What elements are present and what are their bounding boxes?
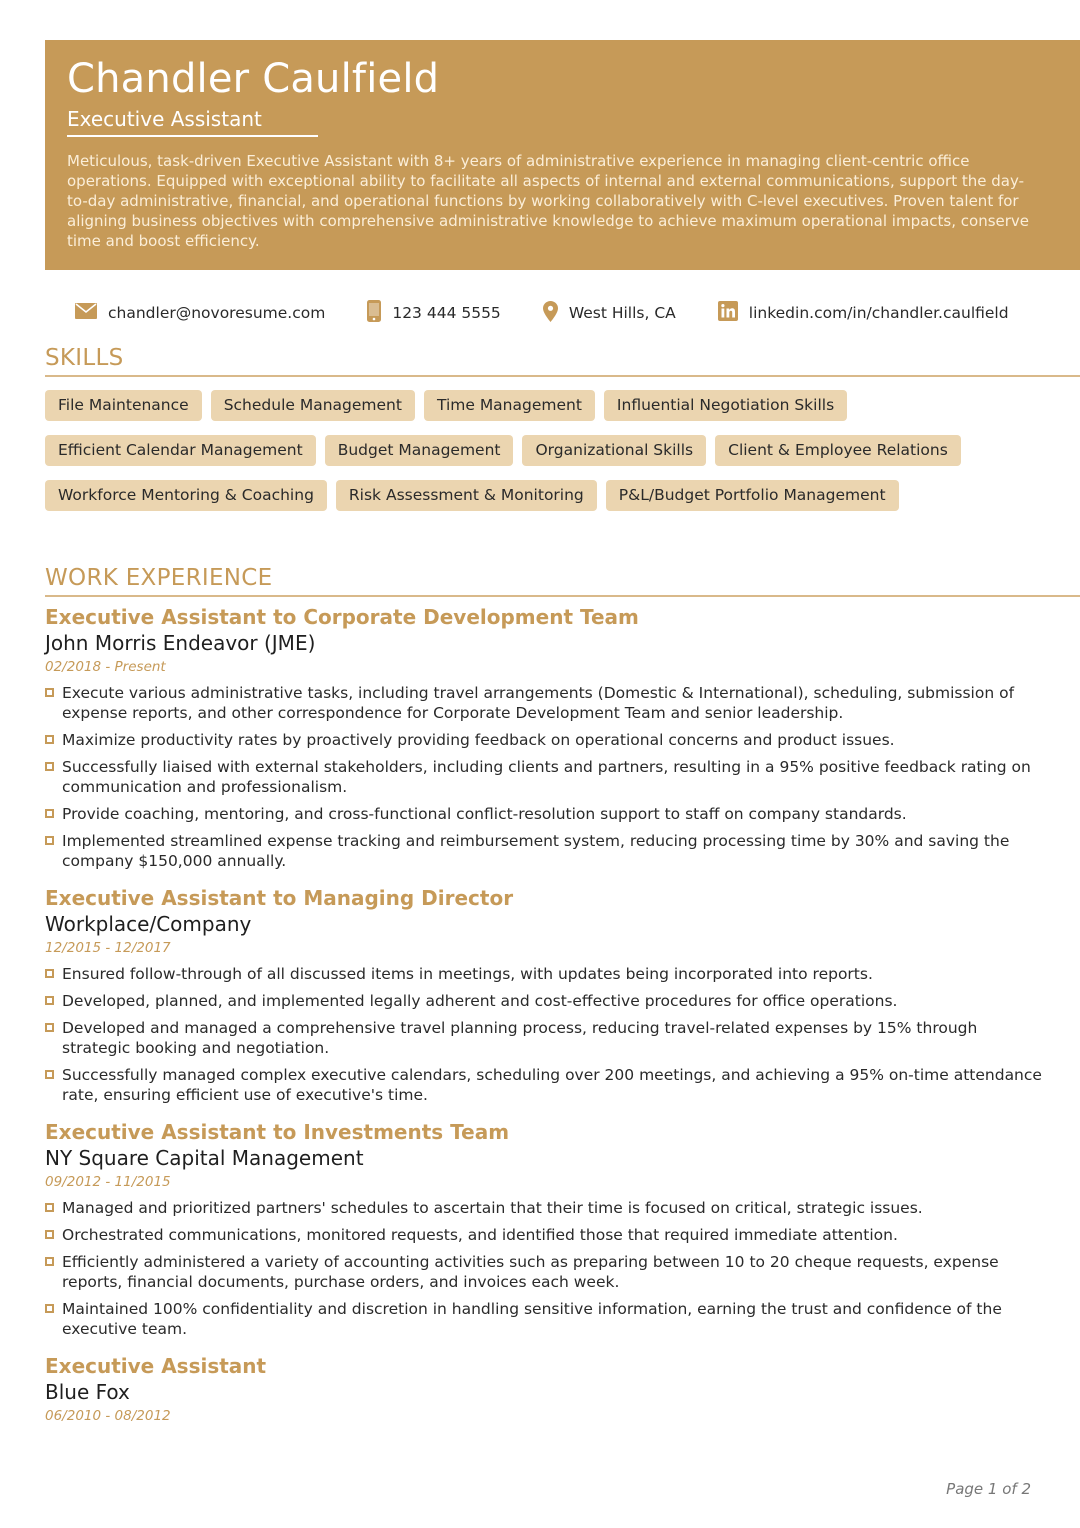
job-bullets: [45, 964, 1045, 1105]
job-bullet: Developed, planned, and implemented legally adherent and cost-effective procedures for office operations.: [45, 991, 1045, 1011]
job-bullets: [45, 683, 1045, 871]
skill-chip: Influential Negotiation Skills: [604, 390, 847, 421]
job-bullet: Execute various administrative tasks, including travel arrangements (Domestic & International), scheduling, submission of expense reports, and other correspondence for Corporate Development Team and senior leadership.: [45, 683, 1045, 723]
job-bullets: [45, 1198, 1045, 1339]
job-dates: 09/2012 - 11/2015: [45, 1174, 171, 1190]
skills-heading: SKILLS: [45, 344, 1080, 377]
candidate-role: Executive Assistant: [67, 106, 318, 137]
job-entry: [45, 604, 1045, 871]
skill-chip: Schedule Management: [211, 390, 415, 421]
job-company: John Morris Endeavor (JME): [45, 631, 316, 655]
job-bullet: Maintained 100% confidentiality and discretion in handling sensitive information, earning the trust and confidence of the executive team.: [45, 1299, 1045, 1339]
skills-list: [45, 390, 1045, 525]
job-dates: 02/2018 - Present: [45, 659, 166, 675]
job-title: Executive Assistant to Investments Team: [45, 1120, 510, 1144]
job-bullet: Implemented streamlined expense tracking and reimbursement system, reducing processing time by 30% and saving the company $150,000 annually.: [45, 831, 1045, 871]
work-experience-list: [45, 604, 1045, 1439]
job-dates: 06/2010 - 08/2012: [45, 1408, 171, 1424]
skill-chip: P&L/Budget Portfolio Management: [606, 480, 899, 511]
page-number: Page 1 of 2: [946, 1480, 1031, 1498]
job-bullet: Developed and managed a comprehensive travel planning process, reducing travel-related expenses by 15% through strategic booking and negotiation.: [45, 1018, 1045, 1058]
job-bullet: Ensured follow-through of all discussed items in meetings, with updates being incorporated into reports.: [45, 964, 1045, 984]
location-pin-icon: [543, 301, 558, 326]
work-experience-heading: WORK EXPERIENCE: [45, 564, 1080, 597]
job-bullet: Provide coaching, mentoring, and cross-functional conflict-resolution support to staff on company standards.: [45, 804, 1045, 824]
job-entry: [45, 1119, 1045, 1339]
contact-email[interactable]: [75, 303, 325, 323]
profile-summary: Meticulous, task-driven Executive Assistant with 8+ years of administrative experience in managing client-centric office operations. Equipped with exceptional ability to facilitate all aspects of internal and external communications, support the day-to-day administrative, financial, and operational functions by working collaboratively with C-level executives. Proven talent for aligning business objectives with comprehensive administrative knowledge to achieve maximum operational impacts, conserve time and boost efficiency.: [67, 152, 1030, 250]
contact-linkedin[interactable]: [718, 301, 1009, 325]
contact-bar: [75, 300, 1009, 326]
job-bullet: Managed and prioritized partners' schedules to ascertain that their time is focused on critical, strategic issues.: [45, 1198, 1045, 1218]
job-bullet: Successfully liaised with external stakeholders, including clients and partners, resulting in a 95% positive feedback rating on communication and professionalism.: [45, 757, 1045, 797]
skill-chip: Workforce Mentoring & Coaching: [45, 480, 327, 511]
resume-header: [45, 40, 1080, 270]
linkedin-icon: [718, 301, 738, 325]
job-company: Workplace/Company: [45, 912, 252, 936]
linkedin-text: linkedin.com/in/chandler.caulfield: [748, 304, 1009, 322]
job-dates: 12/2015 - 12/2017: [45, 940, 171, 956]
envelope-icon: [75, 303, 97, 323]
job-entry: [45, 1353, 1045, 1425]
skill-chip: Efficient Calendar Management: [45, 435, 316, 466]
skills-row: [45, 480, 1045, 511]
email-text: chandler@novoresume.com: [108, 304, 326, 322]
skills-row: [45, 435, 1045, 466]
contact-location: [543, 301, 676, 326]
skills-row: [45, 390, 1045, 421]
phone-icon: [367, 300, 381, 326]
contact-phone[interactable]: [367, 300, 500, 326]
job-title: Executive Assistant: [45, 1354, 267, 1378]
job-bullet: Maximize productivity rates by proactively providing feedback on operational concerns and product issues.: [45, 730, 1045, 750]
skill-chip: Budget Management: [325, 435, 514, 466]
job-bullet: Orchestrated communications, monitored requests, and identified those that required immediate attention.: [45, 1225, 1045, 1245]
skill-chip: Time Management: [424, 390, 595, 421]
skill-chip: Organizational Skills: [522, 435, 706, 466]
job-bullet: Successfully managed complex executive calendars, scheduling over 200 meetings, and achieving a 95% on-time attendance rate, ensuring efficient use of executive's time.: [45, 1065, 1045, 1105]
job-company: Blue Fox: [45, 1380, 130, 1404]
job-title: Executive Assistant to Corporate Development Team: [45, 605, 639, 629]
skill-chip: File Maintenance: [45, 390, 202, 421]
location-text: West Hills, CA: [568, 304, 676, 322]
job-entry: [45, 885, 1045, 1105]
job-title: Executive Assistant to Managing Director: [45, 886, 514, 910]
job-company: NY Square Capital Management: [45, 1146, 364, 1170]
skill-chip: Client & Employee Relations: [715, 435, 961, 466]
skill-chip: Risk Assessment & Monitoring: [336, 480, 597, 511]
job-bullet: Efficiently administered a variety of accounting activities such as preparing between 10 to 20 cheque requests, expense reports, financial documents, purchase orders, and invoices each week.: [45, 1252, 1045, 1292]
phone-text: 123 444 5555: [392, 304, 501, 322]
candidate-name: Chandler Caulfield: [67, 56, 440, 102]
